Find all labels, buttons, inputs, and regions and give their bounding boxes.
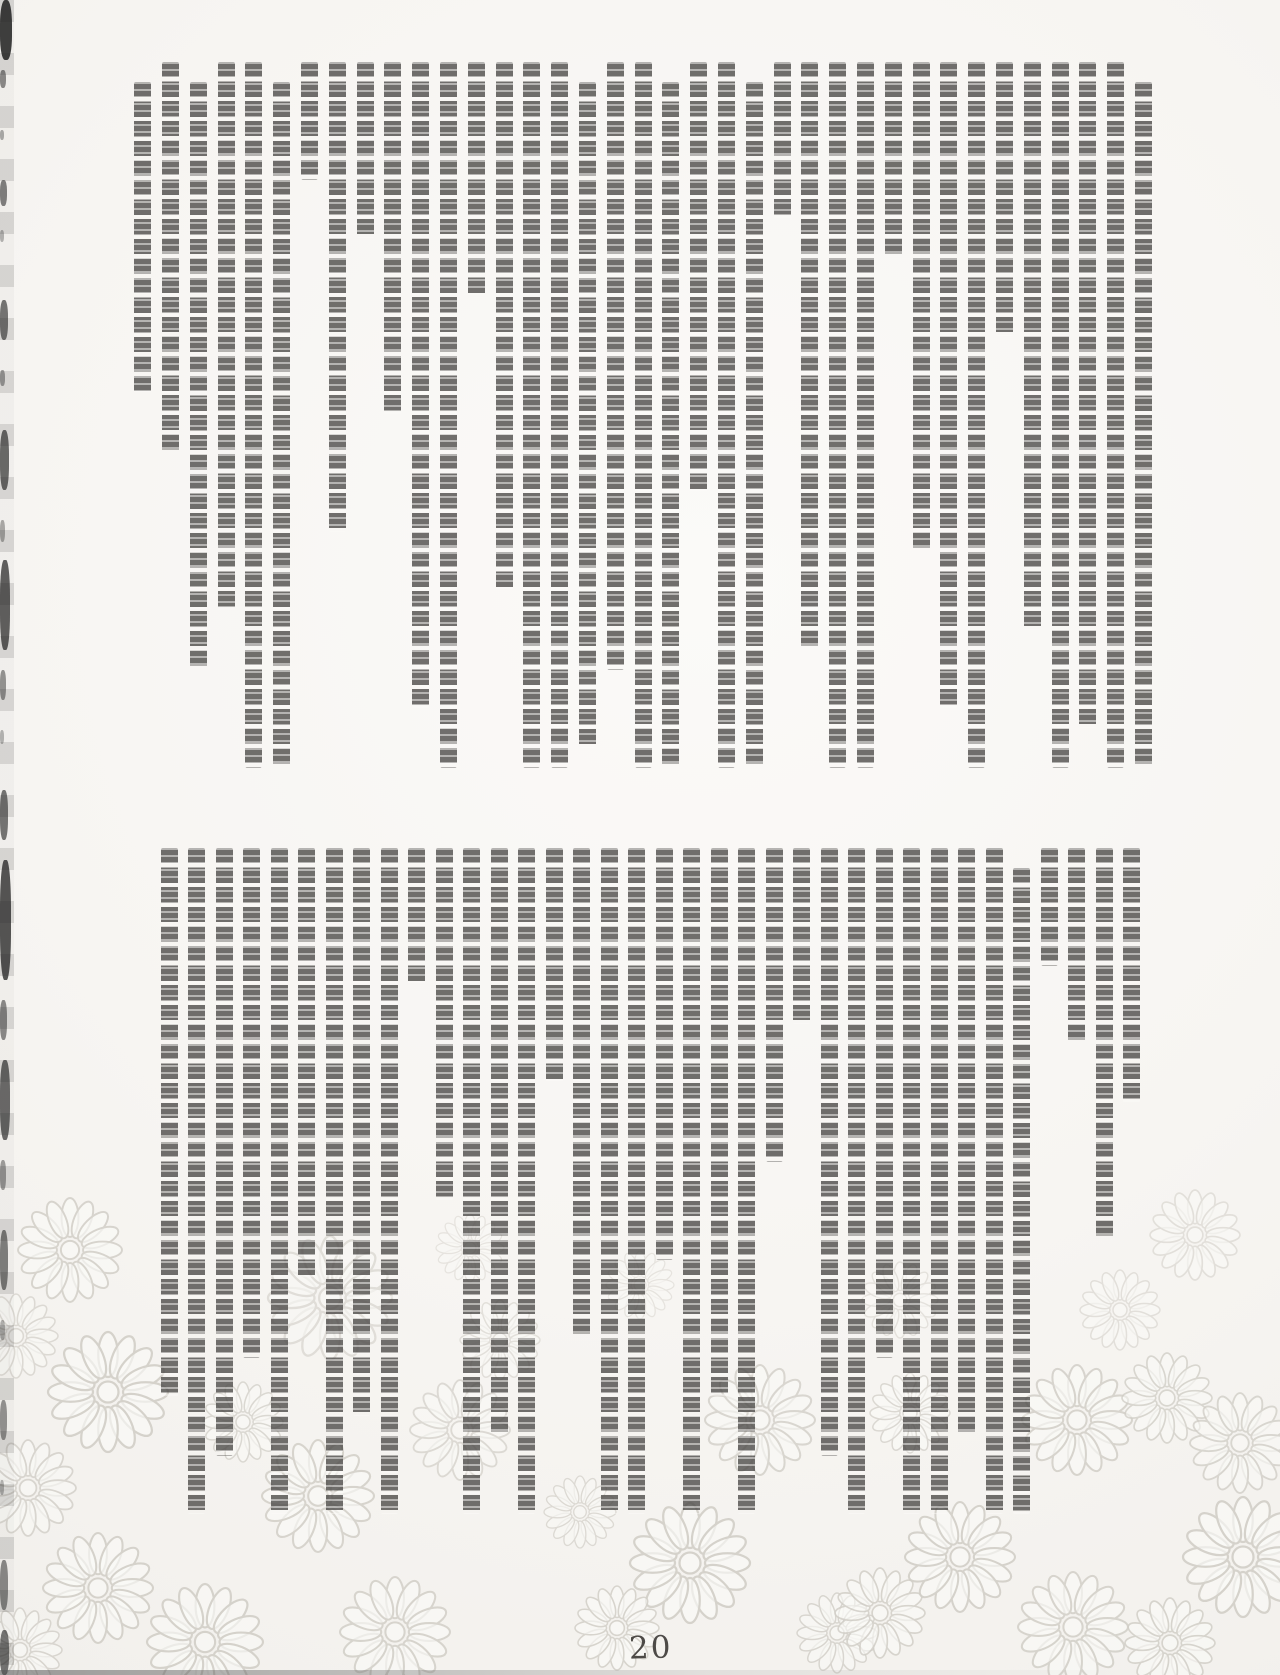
text-column-redacted — [738, 848, 755, 1514]
text-column-redacted — [1013, 868, 1030, 1515]
scan-speck — [0, 1630, 9, 1675]
scan-speck — [0, 860, 11, 980]
text-column-redacted — [1068, 848, 1085, 1044]
text-column-redacted — [628, 848, 645, 1514]
text-column-redacted — [821, 848, 838, 1456]
scan-speck — [0, 1560, 8, 1610]
bottom-edge-shadow — [0, 1670, 1280, 1675]
text-column-redacted — [683, 848, 700, 1514]
scan-speck — [0, 790, 8, 840]
text-column-redacted — [463, 848, 480, 1514]
text-column-redacted — [1041, 848, 1058, 966]
text-column-redacted — [903, 848, 920, 1514]
text-column-redacted — [793, 848, 810, 1024]
text-column-redacted — [546, 848, 563, 1083]
scan-speck — [0, 1320, 5, 1340]
text-column-redacted — [573, 848, 590, 1338]
scan-speck — [0, 1000, 7, 1040]
text-column-redacted — [1123, 848, 1140, 1103]
scan-speck — [0, 70, 6, 88]
scan-speck — [0, 730, 4, 744]
text-column-redacted — [326, 848, 343, 1514]
text-column-redacted — [931, 848, 948, 1514]
scan-speck — [0, 1230, 8, 1290]
scan-speck — [0, 370, 5, 386]
text-column-redacted — [298, 848, 315, 1279]
scan-speck — [0, 1060, 10, 1140]
text-column-redacted — [436, 848, 453, 1201]
page-number: 20 — [628, 1629, 673, 1667]
scan-speck — [0, 670, 6, 700]
text-column-redacted — [876, 848, 893, 1358]
text-column-redacted — [381, 848, 398, 1514]
text-column-redacted — [518, 848, 535, 1514]
scan-speck — [0, 0, 12, 60]
scan-speck — [0, 520, 5, 542]
scan-speck — [0, 1400, 7, 1440]
scan-speck — [0, 300, 8, 340]
text-column-redacted — [711, 848, 728, 1397]
text-column-redacted — [161, 848, 178, 1397]
text-column-redacted — [601, 848, 618, 1514]
text-column-redacted — [958, 848, 975, 1436]
text-column-redacted — [216, 848, 233, 1456]
scan-speck — [0, 1160, 6, 1190]
text-column-redacted — [353, 848, 370, 1416]
text-column-redacted — [271, 848, 288, 1514]
text-column-redacted — [656, 848, 673, 1260]
text-column-redacted — [986, 848, 1003, 1514]
text-column-redacted — [188, 848, 205, 1514]
scan-speck — [0, 180, 7, 206]
scan-speck — [0, 230, 4, 242]
scan-speck — [0, 430, 9, 490]
page-edge-scan-artifact — [0, 0, 14, 1675]
scan-speck — [0, 1480, 4, 1495]
scan-speck — [0, 130, 4, 140]
text-column-redacted — [408, 848, 425, 985]
text-column-redacted — [243, 848, 260, 1358]
text-column-redacted — [848, 848, 865, 1514]
text-column-redacted — [1096, 848, 1113, 1240]
text-column-redacted — [766, 848, 783, 1162]
scan-speck — [0, 560, 10, 650]
text-column-redacted — [491, 848, 508, 1436]
